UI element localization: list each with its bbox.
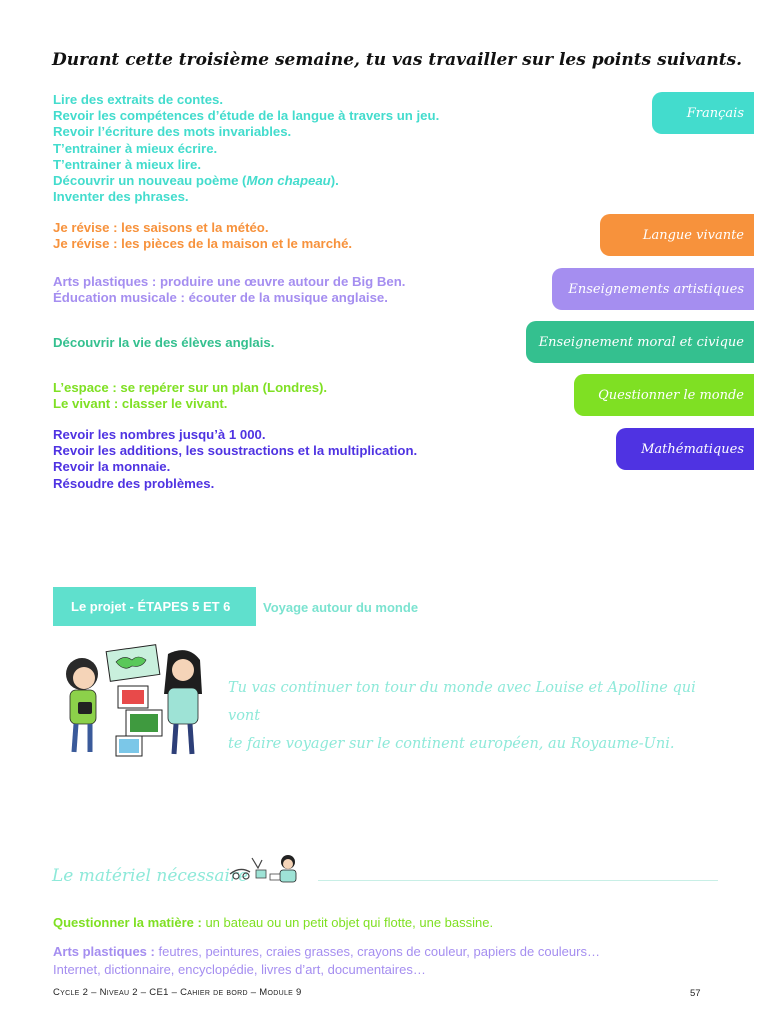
francais-points (53, 92, 439, 205)
craft-supplies-icon (226, 852, 310, 886)
tab-enseignement-moral-civique: Enseignement moral et civique (526, 321, 754, 363)
maths-line: Résoudre des problèmes. (53, 475, 215, 491)
projet-text-line: Tu vas continuer ton tour du monde avec Louise et Apolline qui vont (228, 680, 696, 724)
francais-line: Inventer des phrases. (53, 189, 189, 205)
materiel-divider (318, 880, 718, 881)
monde-points (53, 380, 327, 412)
page-heading: Durant cette troisième semaine, tu vas travailler sur les points suivants. (52, 50, 743, 70)
materiel-arts-line2: Internet, dictionnaire, encyclopédie, livres d’art, documentaires… (53, 962, 426, 977)
arts-points (53, 274, 405, 306)
monde-line: Le vivant : classer le vivant. (53, 396, 228, 412)
arts-text: feutres, peintures, craies grasses, crayons de couleur, papiers de couleurs… (154, 944, 600, 959)
moral-line: Découvrir la vie des élèves anglais. (53, 335, 275, 350)
francais-line: Revoir l’écriture des mots invariables. (53, 124, 292, 140)
poem-suffix: ). (330, 173, 339, 189)
maths-line: Revoir les nombres jusqu’à 1 000. (53, 427, 266, 442)
langue-line: Je révise : les saisons et la météo. (53, 220, 269, 235)
tab-langue-vivante: Langue vivante (600, 214, 754, 256)
tab-mathematiques: Mathématiques (616, 428, 754, 470)
maths-line: Revoir les additions, les soustractions et la multiplication. (53, 443, 418, 459)
projet-subtitle: Voyage autour du monde (263, 600, 419, 615)
children-with-map-illustration (56, 640, 216, 760)
materiel-questionner (53, 914, 493, 932)
tab-francais: Français (652, 92, 754, 134)
materiel-title: Le matériel nécessaire (52, 866, 249, 886)
langue-line: Je révise : les pièces de la maison et le marché. (53, 236, 353, 252)
monde-line: L’espace : se repérer sur un plan (Londres). (53, 380, 328, 395)
footer-reference: Cycle 2 – Niveau 2 – CE1 – Cahier de bord – Module 9 (53, 987, 302, 998)
arts-label: Arts plastiques : (53, 944, 155, 959)
arts-line: Arts plastiques : produire une œuvre autour de Big Ben. (53, 274, 406, 289)
moral-points (53, 335, 274, 351)
arts-line: Éducation musicale : écouter de la musique anglaise. (53, 290, 388, 306)
projet-text-line: te faire voyager sur le continent européen, au Royaume-Uni. (228, 736, 675, 752)
francais-poem-line (53, 173, 439, 189)
materiel-arts (53, 943, 600, 961)
questionner-text: un bateau ou un petit objet qui flotte, une bassine. (201, 915, 494, 930)
tab-enseignements-artistiques: Enseignements artistiques (552, 268, 754, 310)
poem-title: Mon chapeau (246, 173, 331, 189)
langue-points (53, 220, 352, 252)
projet-label: Le projet - ÉTAPES 5 ET 6 (53, 587, 256, 626)
poem-prefix: Découvrir un nouveau poème ( (53, 173, 247, 189)
projet-description (228, 674, 718, 758)
maths-points (53, 427, 417, 492)
maths-line: Revoir la monnaie. (53, 459, 171, 475)
francais-line: T’entrainer à mieux écrire. (53, 140, 218, 156)
francais-line: Revoir les compétences d’étude de la langue à travers un jeu. (53, 108, 440, 124)
questionner-label: Questionner la matière : (53, 915, 202, 930)
tab-questionner-le-monde: Questionner le monde (574, 374, 754, 416)
francais-line: T’entrainer à mieux lire. (53, 156, 202, 172)
francais-line: Lire des extraits de contes. (53, 92, 224, 107)
page-number: 57 (690, 988, 701, 999)
